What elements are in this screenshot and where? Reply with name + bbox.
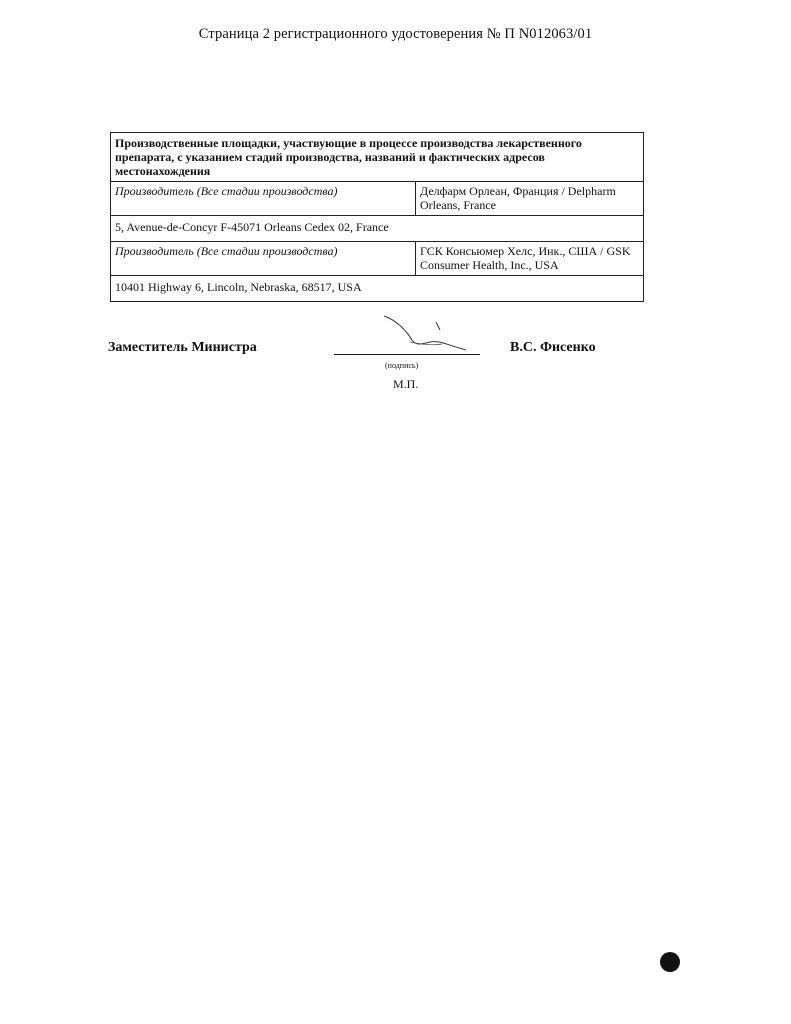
table-row — [111, 242, 644, 276]
table-row — [111, 276, 644, 302]
black-dot-mark — [660, 952, 680, 972]
table-header-row — [111, 133, 644, 182]
manufacturer-role-2: Производитель (Все стадии производства) — [111, 242, 416, 276]
table-heading: Производственные площадки, участвующие в процессе производства лекарственного препарата, с указанием стадий производства, названий и фактических адресов местонахождения — [111, 133, 644, 182]
manufacturer-role-1: Производитель (Все стадии производства) — [111, 182, 416, 216]
manufacturer-company-2: ГСК Консьюмер Хелс, Инк., США / GSK Consumer Health, Inc., USA — [416, 242, 644, 276]
production-sites-table — [110, 132, 644, 302]
manufacturer-address-1: 5, Avenue-de-Concyr F-45071 Orleans Cedex 02, France — [111, 216, 644, 242]
signature-caption: (подпись) — [385, 361, 419, 370]
table-row — [111, 182, 644, 216]
handwritten-signature — [370, 310, 480, 360]
signature-block — [108, 340, 608, 360]
signatory-name: В.С. Фисенко — [510, 340, 596, 355]
manufacturer-company-1: Делфарм Орлеан, Франция / Delpharm Orleans, France — [416, 182, 644, 216]
table-row — [111, 216, 644, 242]
manufacturer-address-2: 10401 Highway 6, Lincoln, Nebraska, 68517, USA — [111, 276, 644, 302]
page-header: Страница 2 регистрационного удостоверения № П N012063/01 — [198, 26, 593, 42]
stamp-label: М.П. — [393, 377, 419, 391]
signatory-title: Заместитель Министра — [108, 340, 257, 355]
